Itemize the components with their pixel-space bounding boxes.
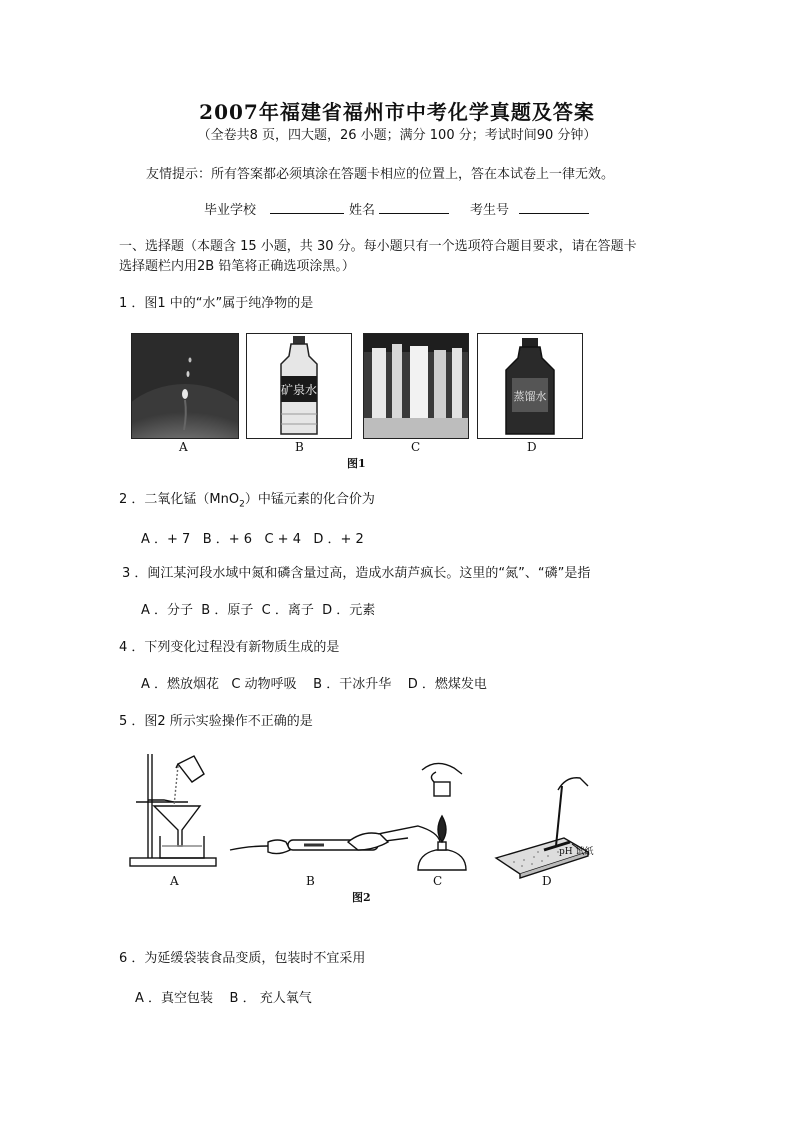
figure2-caption: 图2	[352, 891, 371, 904]
q4-options: A ．燃放烟花 C 动物呼吸 B ．干冰升华 D ．燃煤发电	[141, 677, 487, 692]
q6-options: A ．真空包装 B ． 充人氧气	[135, 991, 312, 1006]
bottle-d-label: 蒸馏水	[513, 390, 547, 403]
q3-stem: 3 ．闽江某河段水域中氮和磷含量过高，造成水葫芦疯长。这里的“氮”、“磷”是指	[122, 566, 591, 581]
figure1-label-a: A	[179, 440, 188, 454]
school-label: 毕业学校	[204, 203, 257, 218]
alcohol-lamp	[418, 763, 466, 870]
q2-stem-suffix: ）中锰元素的化合价为	[244, 492, 375, 507]
page-title: 2007年福建省福州市中考化学真题及答案	[199, 100, 595, 124]
q6-stem: 6 ．为延缓袋装食品变质，包装时不宜采用	[119, 951, 366, 966]
figure2-drawing	[118, 746, 598, 906]
figure-2	[118, 746, 598, 906]
friendly-tip: 友情提示：所有答案都必须填涂在答题卡相应的位置上，答在本试卷上一律无效。	[146, 167, 615, 182]
bottle-b-label: 矿泉水	[280, 383, 318, 397]
figure2-label-a: A	[170, 874, 179, 888]
figure2-label-c: C	[433, 874, 443, 888]
figure2-label-b: B	[306, 874, 315, 888]
figure1-label-d: D	[527, 440, 537, 454]
q3-options: A ．分子 B ．原子 C ．离子 D ．元素	[141, 603, 376, 618]
test-tube-hands	[230, 826, 440, 854]
figure1-caption: 图1	[347, 457, 366, 470]
figure1-photo-b	[246, 333, 352, 439]
school-blank[interactable]	[270, 199, 344, 218]
figure1-photo-d	[477, 333, 583, 439]
figure1-label-b: B	[295, 440, 304, 454]
q2-options: A ．+ 7 B ．+ 6 C + 4 D ．+ 2	[141, 532, 364, 547]
filtration-apparatus	[130, 754, 216, 866]
figure1-photo-a	[131, 333, 239, 439]
ph-test-tile	[496, 778, 588, 878]
figure2-label-d: D	[542, 874, 552, 888]
exam-number-blank[interactable]	[519, 199, 589, 218]
q4-stem: 4 ．下列变化过程没有新物质生成的是	[119, 640, 340, 655]
exam-number-label: 考生号	[470, 203, 510, 218]
q2-stem-prefix: 2 ．二氧化锰（MnO	[119, 492, 240, 507]
page-subtitle: （全卷共8 页，四大题，26 小题；满分 100 分；考试时间90 分钟）	[197, 128, 597, 143]
figure1-label-c: C	[411, 440, 421, 454]
section1-instructions-line2: 选择题栏内用2B 铅笔将正确选项涂黑。）	[119, 259, 355, 274]
q1-stem: 1 ．图1 中的“水”属于纯净物的是	[119, 296, 314, 311]
q2-subscript: 2	[239, 499, 245, 510]
name-label: 姓名	[349, 203, 376, 218]
figure-1	[125, 330, 595, 470]
ph-paper-label: pH 试纸	[559, 847, 594, 857]
q2-stem	[119, 488, 375, 510]
section1-instructions-line1: 一、选择题（本题含 15 小题，共 30 分。每小题只有一个选项符合题目要求，请在答题卡	[119, 239, 637, 254]
name-blank[interactable]	[379, 199, 449, 218]
figure1-photo-c	[363, 333, 469, 439]
q5-stem: 5 ．图2 所示实验操作不正确的是	[119, 714, 313, 729]
